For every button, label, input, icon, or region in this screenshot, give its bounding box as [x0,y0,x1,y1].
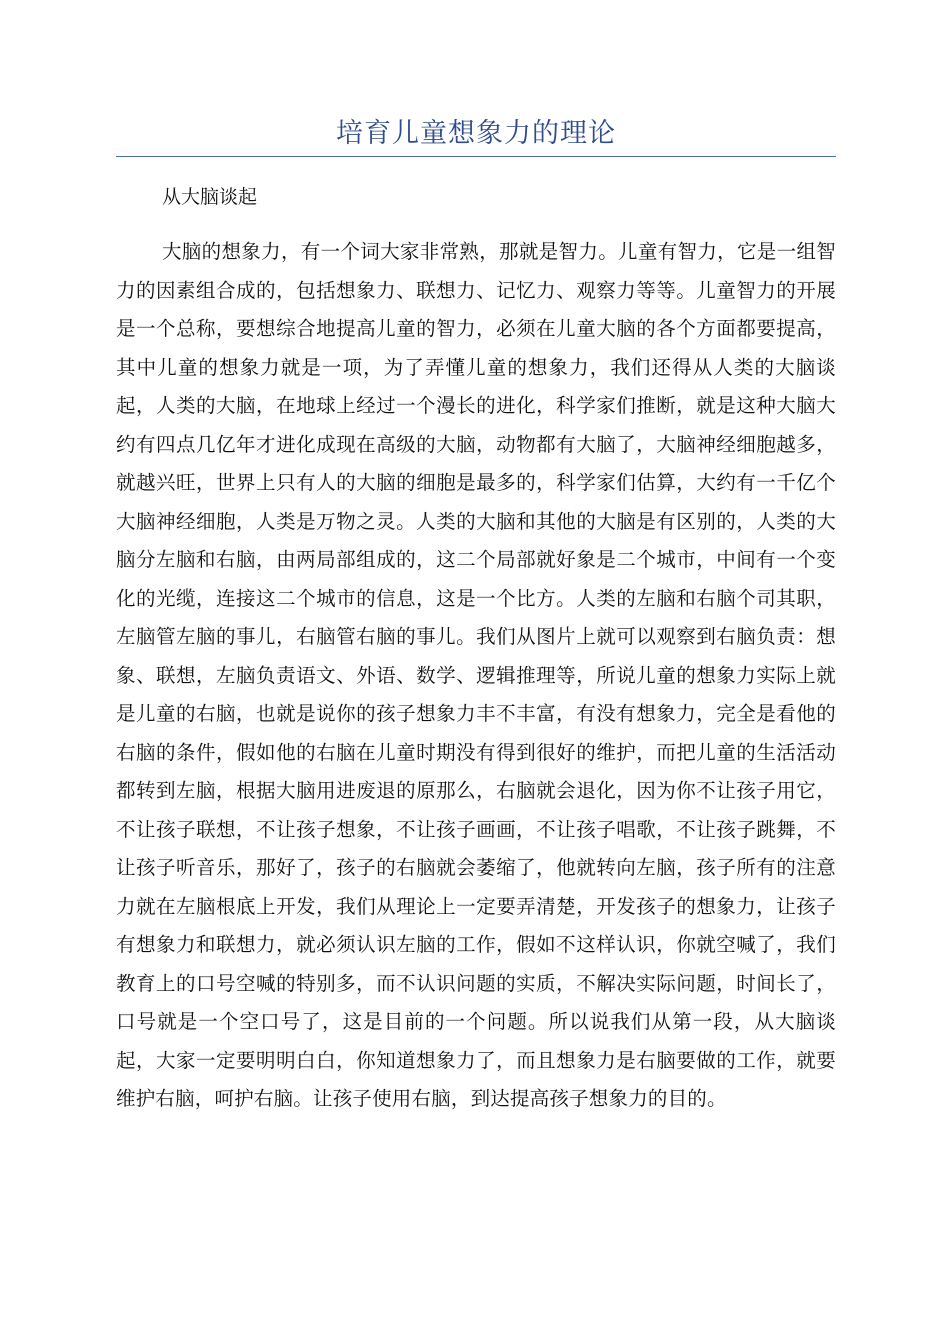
section-heading: 从大脑谈起 [162,186,258,208]
document-title: 培育儿童想象力的理论 [336,118,616,149]
title-underline [116,156,836,157]
body-paragraph: 大脑的想象力，有一个词大家非常熟，那就是智力。儿童有智力，它是一组智力的因素组合成的，包括想象力、联想力、记忆力、观察力等等。儿童智力的开展是一个总称，要想综合地提高儿童的智力，必须在儿童大脑的各个方面都要提高，其中儿童的想象力就是一项，为了弄懂儿童的想象力，我们还得从人类的大脑谈起，人类的大脑，在地球上经过一个漫长的进化，科学家们推断，就是这种大脑大约有四点几亿年才进化成现在高级的大脑，动物都有大脑了，大脑神经细胞越多，就越兴旺，世界上只有人的大脑的细胞是最多的，科学家们估算，大约有一千亿个大脑神经细胞，人类是万物之灵。人类的大脑和其他的大脑是有区别的，人类的大脑分左脑和右脑，由两局部组成的，这二个局部就好象是二个城市，中间有一个变化的光缆，连接这二个城市的信息，这是一个比方。人类的左脑和右脑个司其职，左脑管左脑的事儿，右脑管右脑的事儿。我们从图片上就可以观察到右脑负责：想象、联想，左脑负责语文、外语、数学、逻辑推理等，所说儿童的想象力实际上就是儿童的右脑，也就是说你的孩子想象力丰不丰富，有没有想象力，完全是看他的右脑的条件，假如他的右脑在儿童时期没有得到很好的维护，而把儿童的生活活动都转到左脑，根据大脑用进废退的原那么，右脑就会退化，因为你不让孩子用它，不让孩子联想，不让孩子想象，不让孩子画画，不让孩子唱歌，不让孩子跳舞，不让孩子听音乐，那好了，孩子的右脑就会萎缩了，他就转向左脑，孩子所有的注意力就在左脑根底上开发，我们从理论上一定要弄清楚，开发孩子的想象力，让孩子有想象力和联想力，就必须认识左脑的工作，假如不这样认识，你就空喊了，我们教育上的口号空喊的特别多，而不认识问题的实质，不解决实际问题，时间长了，口号就是一个空口号了，这是目前的一个问题。所以说我们从第一段，从大脑谈起，大家一定要明明白白，你知道想象力了，而且想象力是右脑要做的工作，就要维护右脑，呵护右脑。让孩子使用右脑，到达提高孩子想象力的目的。 [116,240,836,1110]
document-page [116,112,836,1119]
